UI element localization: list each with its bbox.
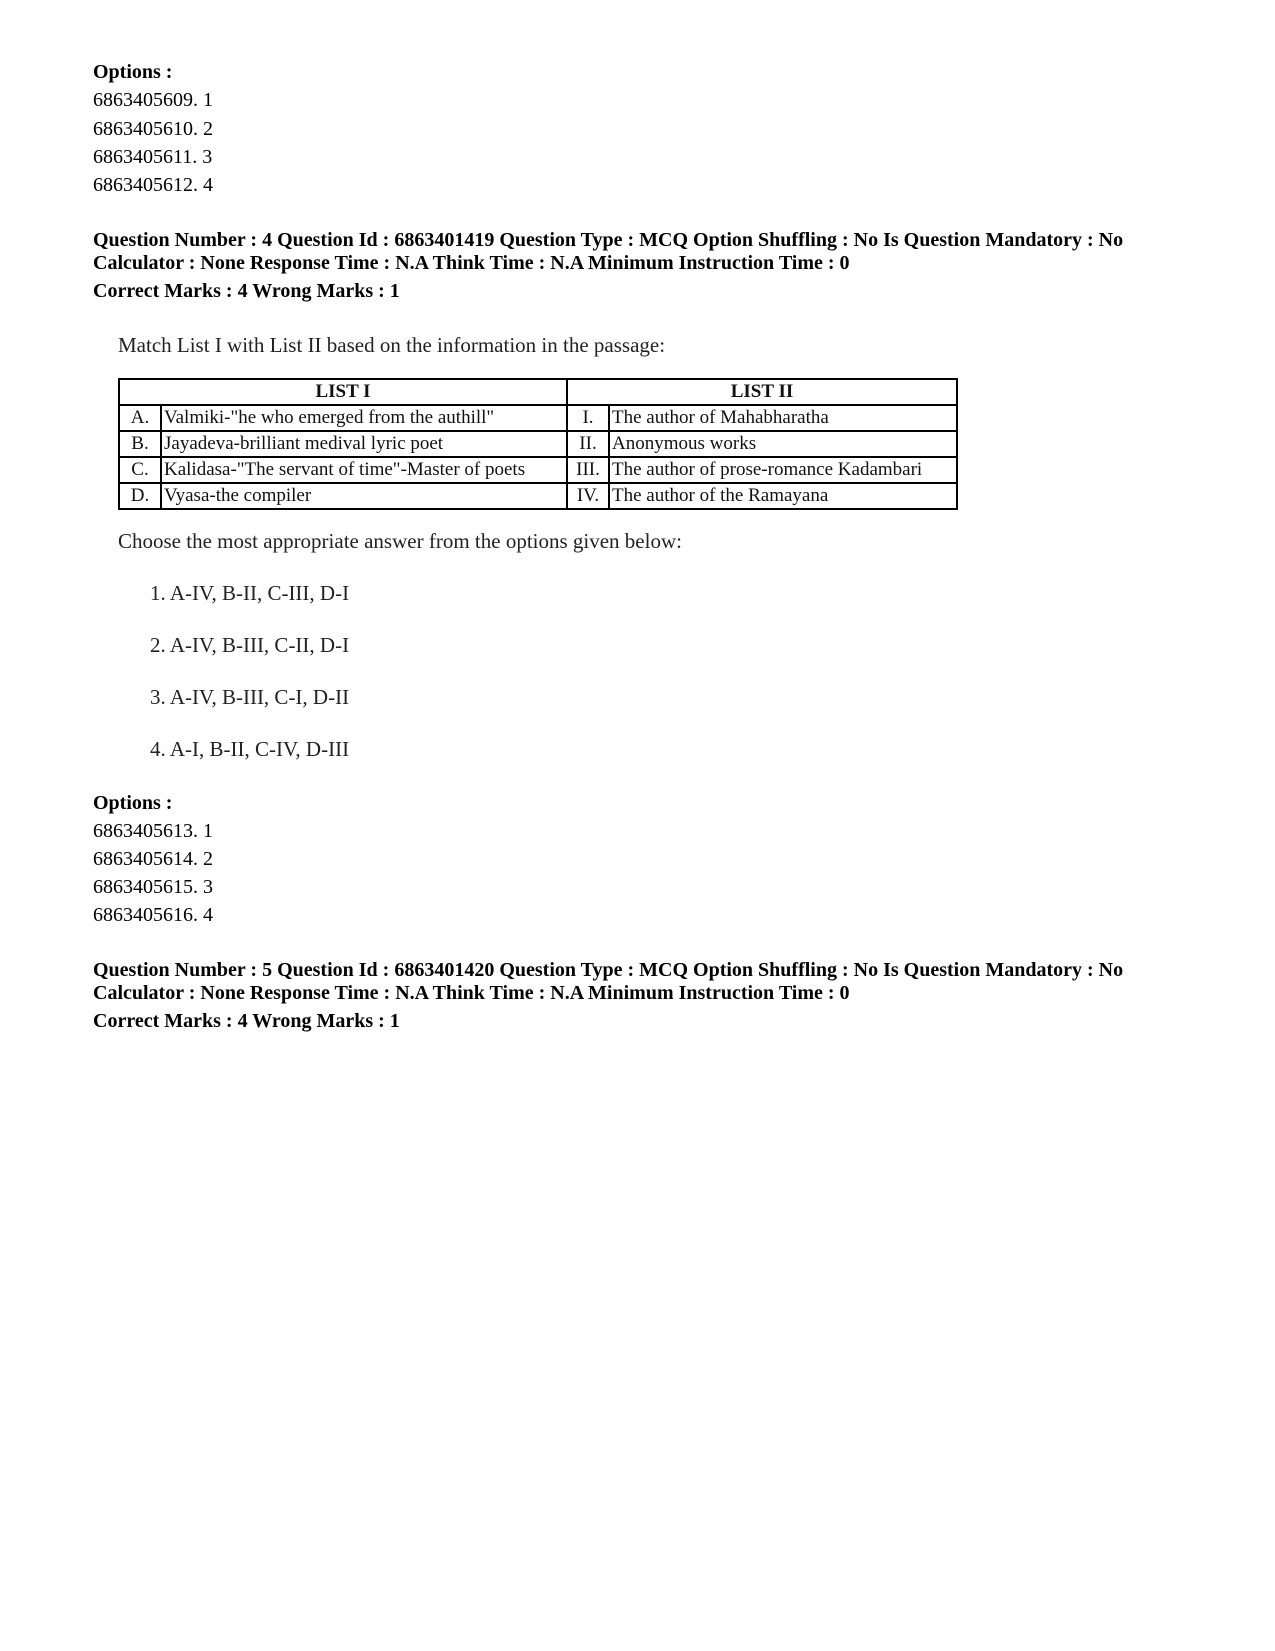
list-ii-value: The author of prose-romance Kadambari [609, 457, 957, 483]
list-i-value: Jayadeva-brilliant medival lyric poet [161, 431, 567, 457]
question-content [118, 332, 978, 510]
option-line: 6863405613. 1 [93, 820, 213, 842]
list-ii-key: I. [567, 405, 609, 431]
list-i-key: A. [119, 405, 161, 431]
option-line: 6863405611. 3 [93, 146, 213, 168]
list-ii-value: The author of the Ramayana [609, 483, 957, 509]
list-ii-header: LIST II [567, 379, 957, 405]
answer-choice: 1. A-IV, B-II, C-III, D-I [150, 581, 350, 605]
question-prompt: Match List I with List II based on the information in the passage: [118, 333, 666, 357]
list-ii-key: II. [567, 431, 609, 457]
list-i-key: C. [119, 457, 161, 483]
option-line: 6863405615. 3 [93, 876, 213, 898]
list-i-header: LIST I [119, 379, 567, 405]
answer-choice: 2. A-IV, B-III, C-II, D-I [150, 633, 350, 657]
options-heading: Options : [93, 61, 173, 83]
option-line: 6863405616. 4 [93, 904, 213, 926]
answer-choice: 4. A-I, B-II, C-IV, D-III [150, 737, 350, 761]
table-header-row [119, 379, 957, 405]
choose-instruction: Choose the most appropriate answer from the options given below: [118, 529, 682, 553]
question-meta-line: Question Number : 5 Question Id : 6863401420 Question Type : MCQ Option Shuffling : No Is Question Mandatory : No [93, 959, 1124, 981]
list-ii-value: Anonymous works [609, 431, 957, 457]
list-ii-value: The author of Mahabharatha [609, 405, 957, 431]
list-ii-key: III. [567, 457, 609, 483]
list-i-value: Kalidasa-"The servant of time"-Master of poets [161, 457, 567, 483]
list-i-key: B. [119, 431, 161, 457]
question-meta-line: Calculator : None Response Time : N.A Think Time : N.A Minimum Instruction Time : 0 [93, 252, 850, 274]
answer-choice: 3. A-IV, B-III, C-I, D-II [150, 685, 350, 709]
question-marks: Correct Marks : 4 Wrong Marks : 1 [93, 280, 400, 302]
question-marks: Correct Marks : 4 Wrong Marks : 1 [93, 1010, 400, 1032]
option-line: 6863405614. 2 [93, 848, 213, 870]
option-line: 6863405609. 1 [93, 89, 213, 111]
match-table [118, 378, 958, 510]
table-row [119, 405, 957, 431]
list-ii-key: IV. [567, 483, 609, 509]
question-meta-line: Question Number : 4 Question Id : 6863401419 Question Type : MCQ Option Shuffling : No Is Question Mandatory : No [93, 229, 1124, 251]
table-row [119, 483, 957, 509]
table-row [119, 431, 957, 457]
table-row [119, 457, 957, 483]
list-i-value: Valmiki-"he who emerged from the authill" [161, 405, 567, 431]
list-i-key: D. [119, 483, 161, 509]
list-i-value: Vyasa-the compiler [161, 483, 567, 509]
option-line: 6863405612. 4 [93, 174, 213, 196]
options-heading: Options : [93, 792, 173, 814]
question-meta-line: Calculator : None Response Time : N.A Think Time : N.A Minimum Instruction Time : 0 [93, 982, 850, 1004]
option-line: 6863405610. 2 [93, 118, 213, 140]
